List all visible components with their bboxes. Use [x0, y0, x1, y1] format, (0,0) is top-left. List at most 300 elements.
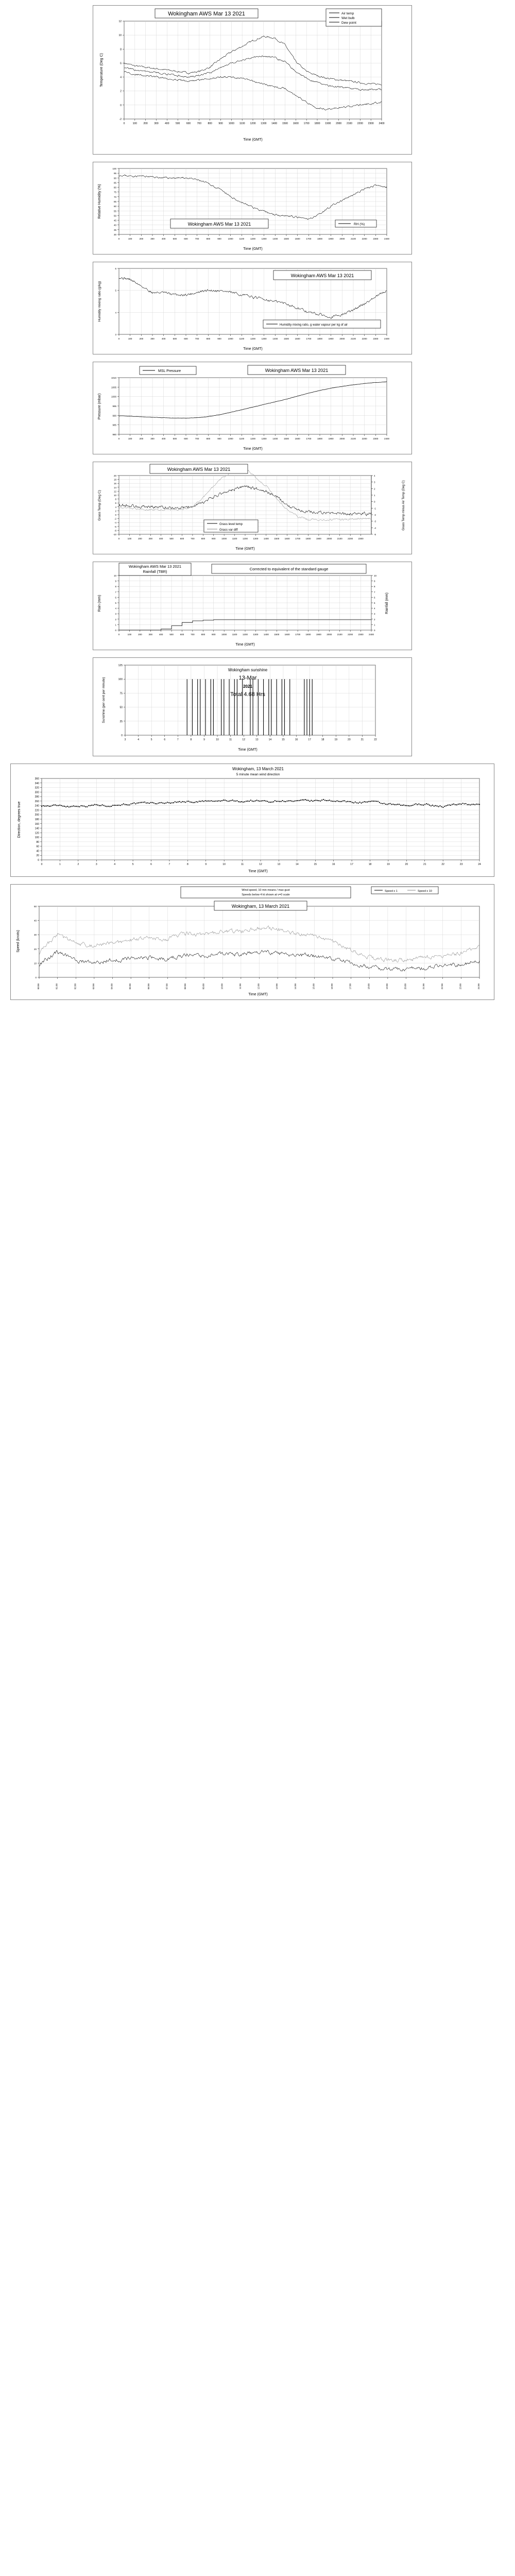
- svg-text:-2: -2: [114, 517, 116, 520]
- svg-text:9: 9: [205, 863, 207, 866]
- grass-temp-y2label: Grass Temp minus Air Temp (Deg C): [402, 480, 405, 531]
- grass-temp-ylabel: Grass Temp (Deg C): [98, 490, 101, 521]
- svg-text:1400: 1400: [271, 122, 278, 125]
- svg-text:75: 75: [113, 191, 116, 194]
- wind-speed-chart: [11, 885, 494, 999]
- svg-text:8: 8: [120, 48, 122, 52]
- svg-text:980: 980: [112, 433, 116, 436]
- svg-text:1500: 1500: [283, 337, 289, 340]
- svg-text:10: 10: [216, 738, 219, 741]
- svg-text:19: 19: [334, 738, 338, 741]
- svg-text:1200: 1200: [242, 633, 248, 636]
- legend-air-temp: Air temp: [341, 12, 354, 15]
- svg-text:16:00: 16:00: [331, 984, 333, 990]
- svg-text:1300: 1300: [253, 633, 259, 636]
- svg-text:2100: 2100: [337, 537, 342, 540]
- svg-text:900: 900: [217, 238, 221, 240]
- grass-temp-chart: [93, 462, 411, 554]
- svg-text:10: 10: [113, 574, 116, 577]
- svg-text:1800: 1800: [317, 337, 323, 340]
- svg-text:50: 50: [113, 214, 116, 217]
- svg-text:11: 11: [229, 738, 232, 741]
- svg-text:300: 300: [148, 633, 153, 636]
- svg-text:07:00: 07:00: [165, 984, 168, 990]
- svg-text:80: 80: [113, 186, 116, 189]
- legend-wet-bulb: Wet bulb: [341, 16, 355, 20]
- svg-text:2300: 2300: [358, 537, 364, 540]
- svg-text:5: 5: [150, 738, 152, 741]
- svg-text:0: 0: [115, 514, 116, 516]
- legend-dew-point: Dew point: [341, 21, 356, 25]
- svg-text:95: 95: [113, 172, 116, 175]
- pressure-title-box: [248, 365, 346, 375]
- svg-text:12: 12: [118, 20, 122, 23]
- svg-text:500: 500: [169, 633, 174, 636]
- svg-text:6: 6: [164, 738, 166, 741]
- svg-text:20: 20: [36, 854, 39, 858]
- svg-text:220: 220: [35, 809, 39, 812]
- svg-text:2000: 2000: [339, 337, 345, 340]
- svg-text:21: 21: [423, 863, 426, 866]
- svg-text:1: 1: [115, 623, 116, 626]
- svg-text:2: 2: [374, 618, 375, 621]
- svg-text:1400: 1400: [263, 537, 269, 540]
- svg-text:1500: 1500: [283, 437, 289, 440]
- svg-text:2400: 2400: [384, 337, 390, 340]
- svg-text:35: 35: [113, 228, 116, 231]
- svg-text:10: 10: [33, 962, 37, 965]
- svg-text:00:00: 00:00: [37, 984, 40, 990]
- svg-text:1900: 1900: [316, 633, 321, 636]
- humidity-title-box: [170, 219, 268, 228]
- svg-text:800: 800: [206, 437, 211, 440]
- svg-text:12: 12: [113, 490, 116, 493]
- svg-text:100: 100: [128, 437, 132, 440]
- svg-text:1400: 1400: [272, 238, 278, 240]
- svg-text:24: 24: [478, 863, 481, 866]
- svg-text:2000: 2000: [339, 437, 345, 440]
- svg-text:22:00: 22:00: [440, 984, 443, 990]
- svg-text:13: 13: [277, 863, 281, 866]
- wind-speed-ylabel: Speed (knots): [16, 930, 20, 953]
- svg-text:800: 800: [201, 633, 205, 636]
- svg-text:2100: 2100: [350, 437, 356, 440]
- humidity-chart: [93, 162, 411, 254]
- svg-text:5: 5: [115, 289, 116, 292]
- wind-direction-chart: [11, 764, 494, 876]
- svg-text:3: 3: [124, 738, 126, 741]
- pressure-legend: [140, 366, 196, 375]
- svg-text:04:00: 04:00: [110, 984, 113, 990]
- svg-text:1500: 1500: [274, 537, 280, 540]
- svg-text:1800: 1800: [314, 122, 320, 125]
- svg-text:9: 9: [115, 580, 116, 583]
- temperature-title: Wokingham AWS Mar 13 2021: [168, 11, 245, 17]
- svg-text:11:00: 11:00: [238, 984, 242, 989]
- temperature-chart-panel: [93, 5, 412, 155]
- svg-text:03:00: 03:00: [92, 984, 95, 990]
- svg-text:1200: 1200: [250, 238, 256, 240]
- svg-text:1900: 1900: [316, 537, 321, 540]
- svg-text:500: 500: [173, 437, 177, 440]
- svg-text:6: 6: [115, 502, 116, 505]
- svg-text:1200: 1200: [242, 537, 248, 540]
- svg-text:60: 60: [113, 205, 116, 208]
- svg-text:22: 22: [374, 738, 377, 741]
- grass-temp-title: Wokingham AWS Mar 13 2021: [167, 467, 231, 472]
- svg-text:1: 1: [374, 623, 375, 626]
- svg-text:0: 0: [115, 629, 116, 632]
- svg-text:1100: 1100: [239, 122, 245, 125]
- svg-text:1600: 1600: [284, 633, 290, 636]
- svg-text:100: 100: [128, 337, 132, 340]
- svg-text:12:00: 12:00: [257, 984, 260, 990]
- temperature-ylabel: Temperature (Deg C): [100, 53, 104, 87]
- svg-text:990: 990: [112, 414, 116, 417]
- svg-text:400: 400: [161, 337, 166, 340]
- svg-text:-3: -3: [374, 520, 376, 523]
- svg-text:3: 3: [374, 481, 375, 484]
- svg-text:280: 280: [35, 795, 39, 799]
- svg-text:0: 0: [118, 633, 120, 636]
- rainfall-annotation: Corrected to equivalent of the standard gauge: [249, 567, 329, 571]
- svg-text:700: 700: [191, 633, 195, 636]
- svg-text:1000: 1000: [221, 633, 227, 636]
- svg-text:18: 18: [113, 478, 116, 481]
- pressure-ylabel: Pressure (mbar): [98, 393, 101, 420]
- svg-text:700: 700: [195, 238, 199, 240]
- svg-text:100: 100: [127, 633, 132, 636]
- svg-text:0: 0: [118, 537, 120, 540]
- svg-text:1000: 1000: [228, 238, 233, 240]
- wind-speed-annotation-line2: Speeds below 4 kt shown at v=0 scale: [242, 893, 290, 896]
- svg-text:09:00: 09:00: [202, 984, 205, 990]
- svg-text:1500: 1500: [274, 633, 280, 636]
- svg-text:120: 120: [35, 832, 39, 835]
- svg-text:4: 4: [120, 76, 122, 79]
- wind-speed-chart-panel: [10, 884, 494, 1000]
- svg-text:800: 800: [201, 537, 205, 540]
- weather-charts-page: [0, 5, 515, 1000]
- svg-text:995: 995: [112, 405, 116, 408]
- svg-text:2000: 2000: [339, 238, 345, 240]
- svg-text:14:00: 14:00: [294, 984, 297, 990]
- svg-text:18: 18: [321, 738, 324, 741]
- svg-text:15:00: 15:00: [312, 984, 315, 990]
- svg-text:1600: 1600: [295, 337, 300, 340]
- wind-direction-chart-panel: [10, 764, 494, 877]
- svg-text:985: 985: [112, 423, 116, 427]
- svg-text:200: 200: [139, 437, 144, 440]
- svg-text:1800: 1800: [317, 437, 323, 440]
- svg-text:1700: 1700: [306, 437, 312, 440]
- svg-text:200: 200: [139, 238, 144, 240]
- svg-text:2100: 2100: [350, 238, 356, 240]
- wind-direction-ylabel: Direction, degrees true: [18, 801, 21, 838]
- svg-text:10: 10: [113, 494, 116, 497]
- svg-text:7: 7: [168, 863, 170, 866]
- svg-text:0: 0: [120, 104, 122, 107]
- svg-text:01:00: 01:00: [55, 984, 58, 990]
- mixing-ratio-chart: [93, 262, 411, 354]
- svg-text:05:00: 05:00: [129, 984, 132, 990]
- svg-text:2000: 2000: [336, 122, 342, 125]
- svg-text:30: 30: [33, 934, 37, 937]
- svg-text:100: 100: [112, 167, 116, 170]
- grass-temp-legend: [204, 520, 258, 532]
- svg-text:6: 6: [115, 267, 116, 270]
- temperature-chart: [93, 6, 411, 154]
- wind-speed-title: Wokingham, 13 March 2021: [231, 904, 290, 909]
- svg-text:2400: 2400: [384, 437, 390, 440]
- svg-text:20: 20: [405, 863, 408, 866]
- svg-text:400: 400: [161, 238, 166, 240]
- svg-text:3: 3: [115, 613, 116, 616]
- svg-text:4: 4: [115, 505, 116, 509]
- svg-text:0: 0: [374, 500, 375, 503]
- svg-text:7: 7: [177, 738, 179, 741]
- svg-text:1600: 1600: [295, 238, 300, 240]
- wind-speed-legend: [371, 887, 438, 894]
- legend-msl-pressure: MSL Pressure: [158, 369, 181, 373]
- svg-text:80: 80: [36, 840, 39, 844]
- svg-text:1: 1: [374, 494, 375, 497]
- svg-text:2300: 2300: [373, 337, 379, 340]
- grass-temp-xlabel: Time (GMT): [235, 547, 255, 551]
- sunshine-chart-panel: [93, 657, 412, 756]
- wind-direction-title: Wokingham, 13 March 2021: [232, 767, 284, 771]
- legend-grass-var-diff: Grass var diff: [219, 529, 238, 532]
- svg-text:3: 3: [95, 863, 97, 866]
- svg-text:1800: 1800: [305, 537, 311, 540]
- svg-text:2: 2: [115, 618, 116, 621]
- svg-text:2300: 2300: [373, 238, 379, 240]
- humidity-chart-panel: [93, 162, 412, 255]
- svg-text:0: 0: [38, 859, 39, 862]
- sunshine-total: Total 4.68 Hrs: [230, 691, 265, 698]
- rainfall-title-box: [119, 563, 191, 575]
- rainfall-title: Wokingham AWS Mar 13 2021: [128, 564, 182, 569]
- svg-text:85: 85: [113, 181, 116, 184]
- svg-text:1200: 1200: [250, 337, 256, 340]
- svg-text:0: 0: [374, 629, 375, 632]
- svg-text:6: 6: [150, 863, 152, 866]
- svg-text:100: 100: [118, 678, 123, 682]
- svg-text:100: 100: [127, 537, 132, 540]
- svg-text:2200: 2200: [362, 238, 367, 240]
- svg-text:-1: -1: [374, 507, 376, 510]
- svg-text:1005: 1005: [111, 386, 116, 389]
- svg-text:300: 300: [150, 337, 154, 340]
- svg-text:2200: 2200: [362, 337, 367, 340]
- svg-text:1200: 1200: [250, 122, 256, 125]
- svg-text:12: 12: [259, 863, 262, 866]
- svg-text:18:00: 18:00: [367, 984, 370, 990]
- svg-text:18: 18: [368, 863, 372, 866]
- rainfall-subtitle: Rainfall (TBR): [143, 569, 167, 574]
- pressure-xlabel: Time (GMT): [243, 447, 263, 451]
- wind-speed-annotation-line1: Wind speed, 10 min means / max gust: [242, 889, 290, 892]
- svg-text:15: 15: [314, 863, 317, 866]
- svg-text:8: 8: [374, 585, 375, 588]
- svg-text:2: 2: [77, 863, 79, 866]
- svg-text:21:00: 21:00: [422, 984, 425, 990]
- wind-speed-title-box: [214, 901, 307, 910]
- svg-text:240: 240: [35, 804, 39, 808]
- svg-text:30: 30: [113, 233, 116, 236]
- svg-text:17: 17: [308, 738, 311, 741]
- svg-text:2200: 2200: [362, 437, 367, 440]
- svg-text:500: 500: [175, 122, 180, 125]
- svg-text:10: 10: [222, 863, 226, 866]
- svg-text:900: 900: [217, 437, 221, 440]
- svg-text:600: 600: [180, 537, 184, 540]
- wind-direction-subtitle: 5 minute mean wind direction: [236, 773, 280, 776]
- rainfall-xlabel: Time (GMT): [235, 643, 255, 647]
- svg-text:16: 16: [332, 863, 335, 866]
- svg-text:1700: 1700: [295, 633, 301, 636]
- svg-text:2100: 2100: [346, 122, 353, 125]
- svg-text:1900: 1900: [328, 238, 334, 240]
- svg-text:17:00: 17:00: [349, 984, 352, 990]
- svg-text:40: 40: [36, 850, 39, 853]
- svg-text:14: 14: [113, 486, 116, 489]
- mixing-ratio-title: Wokingham AWS Mar 13 2021: [290, 273, 354, 278]
- rainfall-annotation-box: [212, 564, 366, 573]
- svg-text:0: 0: [123, 122, 125, 125]
- svg-text:7: 7: [115, 590, 116, 594]
- humidity-title: Wokingham AWS Mar 13 2021: [187, 222, 251, 227]
- svg-text:1000: 1000: [228, 337, 233, 340]
- svg-text:500: 500: [173, 337, 177, 340]
- svg-text:25: 25: [119, 720, 123, 723]
- svg-text:1900: 1900: [325, 122, 331, 125]
- svg-text:5: 5: [115, 602, 116, 604]
- svg-text:1300: 1300: [261, 122, 267, 125]
- mixing-ratio-xlabel: Time (GMT): [243, 347, 263, 351]
- legend-grass-level-temp: Grass level temp: [219, 523, 243, 526]
- svg-text:3: 3: [374, 613, 375, 616]
- svg-text:-4: -4: [114, 521, 116, 524]
- legend-mixing-ratio: Humidity mixing ratio, g water vapour per kg of air: [280, 324, 348, 327]
- svg-text:-4: -4: [374, 527, 376, 530]
- svg-text:400: 400: [159, 633, 163, 636]
- svg-text:13: 13: [255, 738, 259, 741]
- sunshine-xlabel: Time (GMT): [238, 748, 258, 752]
- svg-text:5: 5: [374, 602, 375, 604]
- temperature-xlabel: Time (GMT): [243, 138, 263, 142]
- wind-direction-xlabel: Time (GMT): [248, 870, 268, 873]
- svg-text:-5: -5: [374, 533, 376, 536]
- svg-text:100: 100: [128, 238, 132, 240]
- svg-text:700: 700: [191, 537, 195, 540]
- svg-text:22: 22: [441, 863, 444, 866]
- svg-text:2100: 2100: [337, 633, 342, 636]
- sunshine-title: Wokingham sunshine: [228, 668, 268, 672]
- svg-text:15: 15: [282, 738, 285, 741]
- svg-text:800: 800: [208, 122, 212, 125]
- svg-text:200: 200: [35, 814, 39, 817]
- svg-text:700: 700: [195, 437, 199, 440]
- sunshine-chart: [93, 658, 411, 756]
- svg-text:-2: -2: [119, 118, 122, 121]
- svg-text:16: 16: [113, 482, 116, 485]
- svg-text:1000: 1000: [228, 122, 234, 125]
- svg-text:8: 8: [115, 585, 116, 588]
- svg-text:6: 6: [120, 62, 122, 65]
- svg-text:6: 6: [115, 596, 116, 599]
- svg-text:2400: 2400: [379, 122, 385, 125]
- svg-text:2200: 2200: [357, 122, 363, 125]
- svg-text:24:00: 24:00: [477, 984, 480, 990]
- svg-text:11: 11: [241, 863, 244, 866]
- svg-text:400: 400: [165, 122, 169, 125]
- pressure-title: Wokingham AWS Mar 13 2021: [265, 368, 329, 373]
- svg-text:1400: 1400: [272, 437, 278, 440]
- svg-text:9: 9: [203, 738, 205, 741]
- svg-text:1500: 1500: [282, 122, 288, 125]
- svg-text:340: 340: [35, 782, 39, 785]
- svg-text:19: 19: [387, 863, 390, 866]
- svg-text:1300: 1300: [261, 337, 267, 340]
- svg-text:2: 2: [120, 90, 122, 93]
- svg-text:1900: 1900: [328, 337, 334, 340]
- svg-text:4: 4: [115, 311, 116, 314]
- svg-text:200: 200: [139, 337, 144, 340]
- svg-text:1300: 1300: [261, 437, 267, 440]
- svg-text:900: 900: [211, 537, 216, 540]
- svg-text:2100: 2100: [350, 337, 356, 340]
- svg-text:800: 800: [206, 238, 211, 240]
- svg-text:360: 360: [35, 777, 39, 781]
- svg-text:20: 20: [113, 474, 116, 477]
- svg-text:1800: 1800: [317, 238, 323, 240]
- svg-text:2400: 2400: [384, 238, 390, 240]
- svg-text:300: 300: [154, 122, 159, 125]
- svg-text:2000: 2000: [327, 633, 332, 636]
- svg-text:1100: 1100: [239, 337, 245, 340]
- svg-text:4: 4: [115, 607, 116, 610]
- svg-text:600: 600: [180, 633, 184, 636]
- svg-text:1100: 1100: [232, 537, 237, 540]
- svg-text:4: 4: [138, 738, 139, 741]
- svg-text:3: 3: [115, 333, 116, 336]
- svg-text:1300: 1300: [261, 238, 267, 240]
- legend-rh: RH (%): [354, 223, 365, 226]
- svg-text:1100: 1100: [239, 238, 245, 240]
- svg-text:40: 40: [113, 224, 116, 227]
- svg-text:0: 0: [118, 238, 120, 240]
- svg-text:125: 125: [118, 664, 123, 667]
- svg-text:140: 140: [35, 827, 39, 831]
- svg-text:19:00: 19:00: [385, 984, 388, 990]
- svg-text:0: 0: [35, 976, 37, 979]
- svg-text:200: 200: [143, 122, 148, 125]
- svg-text:100: 100: [35, 836, 39, 840]
- svg-text:1400: 1400: [272, 337, 278, 340]
- wind-speed-annotation-box: [181, 887, 351, 898]
- svg-text:600: 600: [184, 437, 188, 440]
- svg-text:17: 17: [350, 863, 353, 866]
- svg-text:2400: 2400: [368, 633, 374, 636]
- svg-text:50: 50: [119, 706, 123, 709]
- grass-temp-chart-panel: [93, 462, 412, 554]
- svg-text:600: 600: [184, 238, 188, 240]
- svg-text:0: 0: [121, 734, 123, 737]
- svg-text:02:00: 02:00: [74, 984, 77, 990]
- svg-text:320: 320: [35, 786, 39, 790]
- svg-text:160: 160: [35, 822, 39, 826]
